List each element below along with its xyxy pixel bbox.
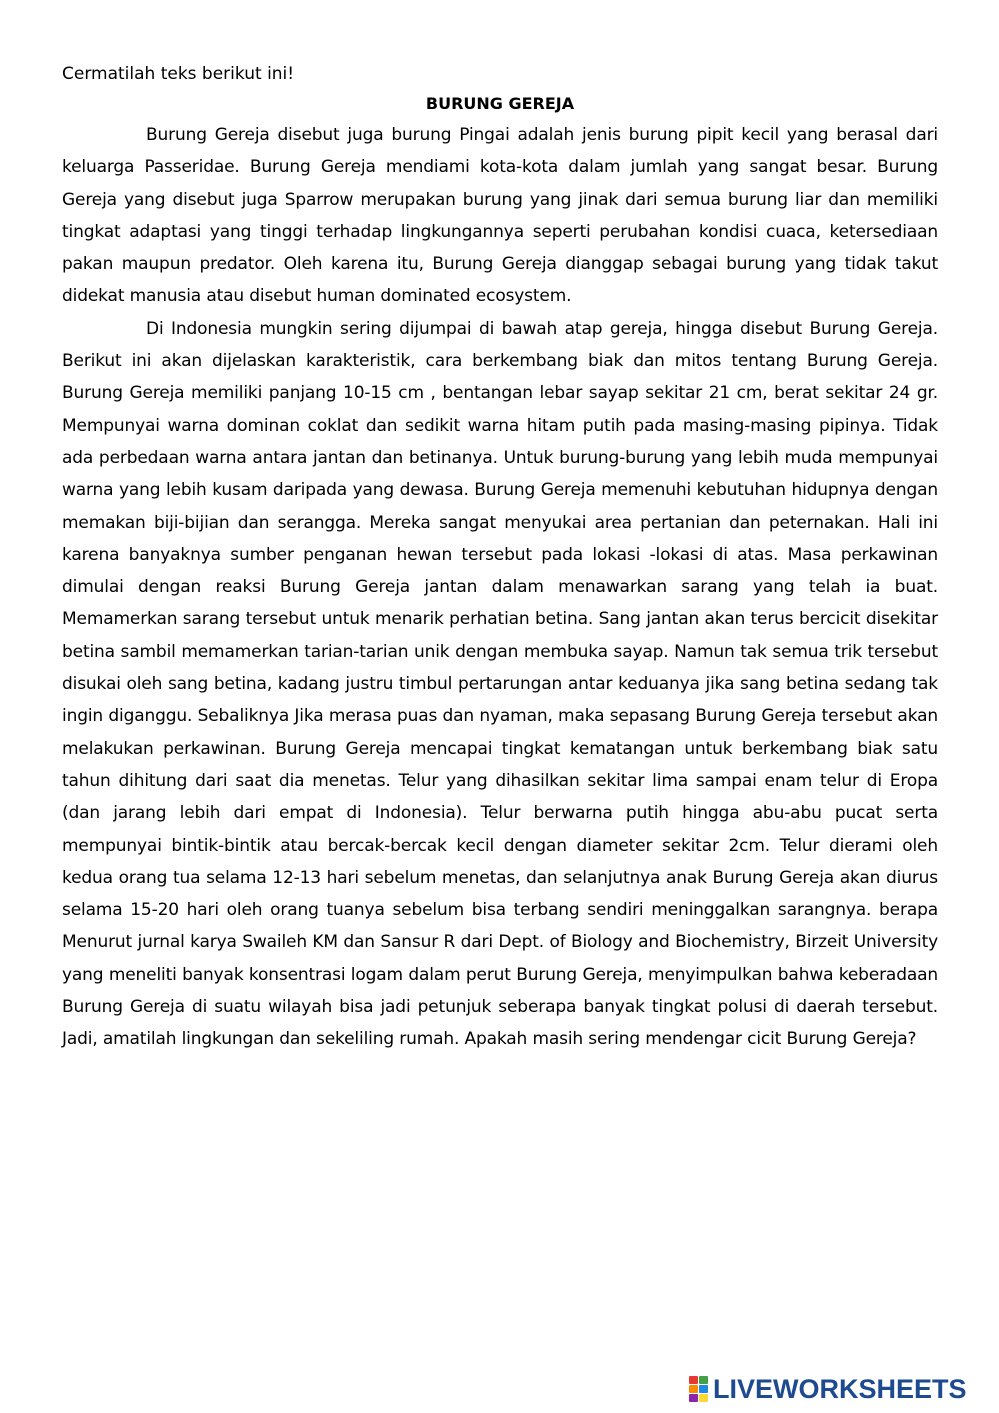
logo-block <box>699 1376 708 1384</box>
document-title: BURUNG GEREJA <box>425 94 575 113</box>
instruction-text: Cermatilah teks berikut ini! <box>62 64 295 84</box>
worksheet-page <box>62 62 938 1056</box>
logo-block <box>699 1385 708 1393</box>
paragraph-2: Di Indonesia mungkin sering dijumpai di bawah atap gereja, hingga disebut Burung Gereja. Berikut ini akan dijelaskan karakteristik, cara berkembang biak dan mitos tentang Burung Gereja. Burung Gereja memiliki panjang 10-15 cm , bentangan lebar sayap sekitar 21 cm, berat sekitar 24 gr. Mempunyai warna dominan coklat dan sedikit warna hitam putih pada masing-masing pipinya. Tidak ada perbedaan warna antara jantan dan betinanya. Untuk burung-burung yang lebih muda mempunyai warna yang lebih kusam daripada yang dewasa. Burung Gereja memenuhi kebutuhan hidupnya dengan memakan biji-bijian dan serangga. Mereka sangat menyukai area pertanian dan peternakan. Hali ini karena banyaknya sumber penganan hewan tersebut pada lokasi -lokasi di atas. Masa perkawinan dimulai dengan reaksi Burung Gereja jantan dalam menawarkan sarang yang telah ia buat. Memamerkan sarang tersebut untuk menarik perhatian betina. Sang jantan akan terus bercicit disekitar betina sambil memamerkan tarian-tarian unik dengan membuka sayap. Namun tak semua trik tersebut disukai oleh sang betina, kadang justru timbul pertarungan antar keduanya jika sang betina sedang tak ingin diganggu. Sebaliknya Jika merasa puas dan nyaman, maka sepasang Burung Gereja tersebut akan melakukan perkawinan. Burung Gereja mencapai tingkat kematangan untuk berkembang biak satu tahun dihitung dari saat dia menetas. Telur yang dihasilkan sekitar lima sampai enam telur di Eropa (dan jarang lebih dari empat di Indonesia). Telur berwarna putih hingga abu-abu pucat serta mempunyai bintik-bintik atau bercak-bercak kecil dengan diameter sekitar 2cm. Telur dierami oleh kedua orang tua selama 12-13 hari sebelum menetas, dan selanjutnya anak Burung Gereja akan diurus selama 15-20 hari oleh orang tuanya sebelum bisa terbang sendiri meninggalkan sarangnya. berapa Menurut jurnal karya Swaileh KM dan Sansur R dari Dept. of Biology and Biochemistry, Birzeit University yang meneliti banyak konsentrasi logam dalam perut Burung Gereja, menyimpulkan bahwa keberadaan Burung Gereja di suatu wilayah bisa jadi petunjuk seberapa banyak tingkat polusi di daerah tersebut. Jadi, amatilah lingkungan dan sekeliling rumah. Apakah masih sering mendengar cicit Burung Gereja? <box>62 318 938 1050</box>
logo-block <box>689 1385 698 1393</box>
logo-block <box>689 1376 698 1384</box>
liveworksheets-logo-icon <box>689 1376 709 1402</box>
logo-block <box>699 1394 708 1402</box>
liveworksheets-logo[interactable] <box>689 1373 989 1405</box>
logo-text: LIVEWORKSHEETS <box>713 1374 967 1404</box>
paragraph-1: Burung Gereja disebut juga burung Pingai adalah jenis burung pipit kecil yang berasal dari keluarga Passeridae. Burung Gereja mendiami kota-kota dalam jumlah yang sangat besar. Burung Gereja yang disebut juga Sparrow merupakan burung yang jinak dari semua burung liar dan memiliki tingkat adaptasi yang tinggi terhadap lingkungannya seperti perubahan kondisi cuaca, ketersediaan pakan maupun predator. Oleh karena itu, Burung Gereja dianggap sebagai burung yang tidak takut didekat manusia atau disebut human dominated ecosystem. <box>62 125 938 307</box>
logo-block <box>689 1394 698 1402</box>
